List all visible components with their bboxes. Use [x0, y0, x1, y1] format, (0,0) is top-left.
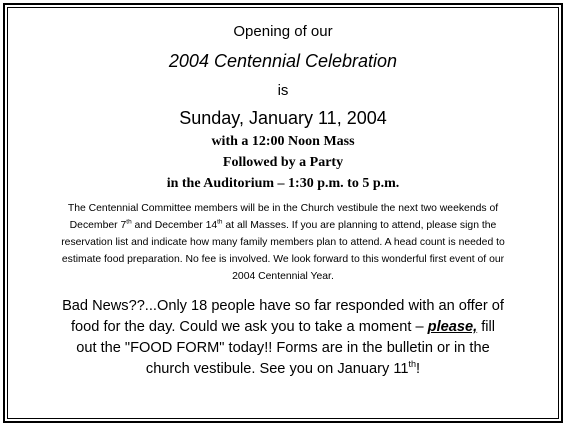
party-line: Followed by a Party — [222, 155, 344, 170]
paragraph-line-2-part-a: December 7 — [69, 220, 127, 231]
notice-content — [12, 20, 554, 380]
bad-news-line-4-part-a: church vestibule. See you on January 11 — [145, 361, 409, 377]
bad-news-line-3: out the "FOOD FORM" today!! Forms are in the bulletin or in the — [76, 340, 490, 356]
paragraph-line-4: estimate food preparation. No fee is involved. We look forward to this wonderful first event of our — [61, 254, 505, 265]
paragraph-line-5: 2004 Centennial Year. — [232, 271, 334, 282]
is-line: is — [277, 82, 289, 99]
paragraph-line-1: The Centennial Committee members will be in the Church vestibule the next two weekends of — [67, 203, 499, 214]
event-date: Sunday, January 11, 2004 — [179, 108, 387, 128]
bad-news-line-2-part-a: food for the day. Could we ask you to take a moment – — [70, 319, 428, 335]
paragraph-line-3: reservation list and indicate how many family members plan to attend. A head count is needed to — [61, 237, 505, 248]
bad-news-line-1: Bad News??...Only 18 people have so far responded with an offer of — [62, 298, 504, 314]
bad-news-line-2 — [12, 317, 554, 338]
opening-line: Opening of our — [233, 23, 333, 40]
committee-paragraph — [12, 200, 554, 285]
paragraph-line-2-part-c: at all Masses. If you are planning to attend, please sign the — [222, 220, 497, 231]
bad-news-line-2-part-b: fill — [477, 319, 495, 335]
ordinal-suffix: th — [408, 359, 417, 370]
mass-line: with a 12:00 Noon Mass — [211, 134, 355, 149]
paragraph-line-2 — [12, 217, 554, 234]
ordinal-suffix: th — [217, 218, 223, 226]
please-emphasis: please, — [427, 319, 478, 335]
celebration-title: 2004 Centennial Celebration — [168, 51, 398, 71]
bad-news-line-4 — [12, 359, 554, 380]
bad-news-line-4-part-b: ! — [416, 361, 421, 377]
ordinal-suffix: th — [126, 218, 132, 226]
bad-news-paragraph — [12, 296, 554, 380]
paragraph-line-2-part-b: and December 14 — [131, 220, 218, 231]
auditorium-line: in the Auditorium – 1:30 p.m. to 5 p.m. — [166, 176, 400, 191]
